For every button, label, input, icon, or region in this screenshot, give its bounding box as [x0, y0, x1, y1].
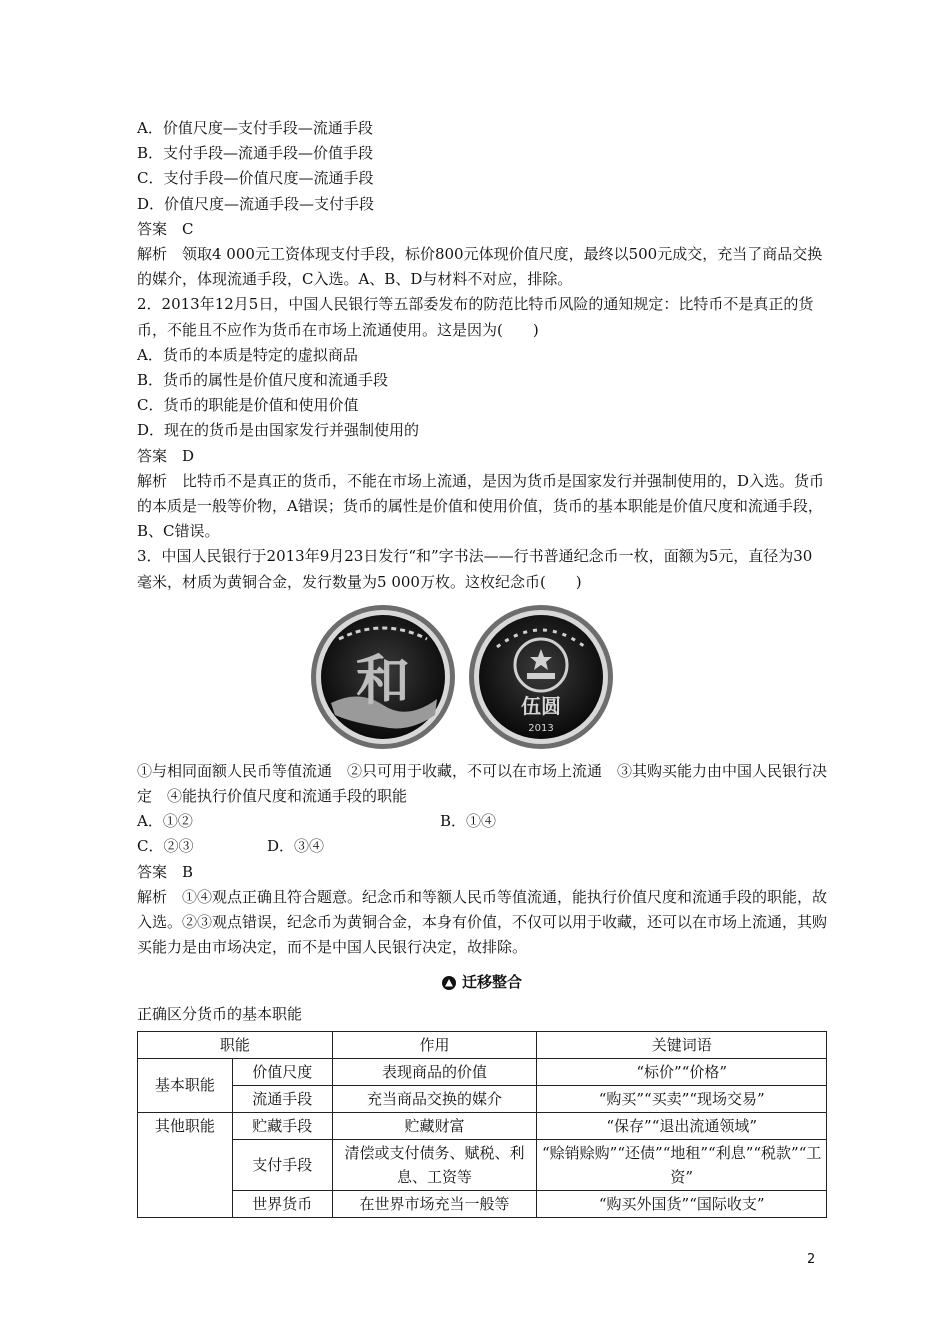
table-header-row	[138, 1031, 827, 1058]
cell-role: 充当商品交换的媒介	[332, 1085, 537, 1112]
coin-front-image	[309, 603, 457, 751]
q3-option-b: B．①④	[440, 812, 497, 831]
triangle-badge-icon	[442, 976, 456, 990]
q2-stem: 2．2013年12月5日，中国人民银行等五部委发布的防范比特币风险的通知规定：比特币不是真正的货币，不能且不应作为货币在市场上流通使用。这是因为( )	[137, 295, 814, 339]
cell-function: 贮藏手段	[232, 1112, 332, 1139]
table-row	[138, 1139, 827, 1190]
q3-answer: 答案 B	[137, 862, 194, 881]
cell-role: 贮藏财富	[332, 1112, 537, 1139]
group-basic: 基本职能	[138, 1058, 233, 1112]
cell-keywords: “购买外国货”“国际收支”	[537, 1190, 827, 1217]
page-number: 2	[807, 1252, 816, 1267]
q3-option-d: D．③④	[267, 837, 325, 856]
group-other: 其他职能	[138, 1112, 233, 1217]
coin-front-character: 和	[356, 647, 410, 712]
q3-option-c: C．②③	[137, 837, 194, 856]
q2-option-a: A．货币的本质是特定的虚拟商品	[137, 345, 358, 364]
q1-answer: 答案 C	[137, 219, 194, 238]
cell-keywords: “购买”“买卖”“现场交易”	[537, 1085, 827, 1112]
q3-statements: ①与相同面额人民币等值流通 ②只可用于收藏，不可以在市场上流通 ③其购买能力由中国人民银行决定 ④能执行价值尺度和流通手段的职能	[137, 761, 828, 806]
section-intro: 正确区分货币的基本职能	[137, 1004, 303, 1023]
section-heading	[137, 970, 827, 995]
q1-analysis: 解析 领取4 000元工资体现支付手段，标价800元体现价值尺度，最终以500元成交，充当了商品交换的媒介，体现流通手段，C入选。A、B、D与材料不对应，排除。	[137, 245, 823, 289]
q3-options-row-1	[137, 809, 827, 834]
section-title: 迁移整合	[461, 973, 522, 992]
q1-option-b: B．支付手段—流通手段—价值手段	[137, 144, 374, 163]
header-keywords: 关键词语	[537, 1031, 827, 1058]
table-row	[138, 1190, 827, 1217]
page-content	[137, 116, 827, 1218]
commemorative-coin-images	[137, 603, 827, 751]
q3-stem: 3．中国人民银行于2013年9月23日发行“和”字书法——行书普通纪念币一枚，面额为5元，直径为30毫米，材质为黄铜合金，发行数量为5 000万枚。这枚纪念币( )	[137, 547, 813, 591]
coin-year: 2013	[528, 722, 554, 734]
q2-analysis: 解析 比特币不是真正的货币，不能在市场上流通，是因为货币是国家发行并强制使用的，D入选。货币的本质是一般等价物，A错误；货币的属性是价值和使用价值，货币的基本职能是价值尺度和流通手段，B、C错误。	[137, 471, 825, 541]
q1-option-d: D．价值尺度—流通手段—支付手段	[137, 194, 375, 213]
q3-options-row-2	[137, 834, 827, 859]
money-functions-table	[137, 1031, 827, 1218]
cell-function: 价值尺度	[232, 1058, 332, 1085]
header-function: 职能	[138, 1031, 333, 1058]
q1-option-a: A．价值尺度—支付手段—流通手段	[137, 119, 373, 137]
q2-option-d: D．现在的货币是由国家发行并强制使用的	[137, 421, 420, 440]
coin-back-image	[467, 603, 615, 751]
table-row	[138, 1058, 827, 1085]
cell-role: 清偿或支付债务、赋税、利息、工资等	[332, 1139, 537, 1190]
cell-keywords: “保存”“退出流通领域”	[537, 1112, 827, 1139]
cell-function: 流通手段	[232, 1085, 332, 1112]
cell-keywords: “标价”“价格”	[537, 1058, 827, 1085]
table-row	[138, 1112, 827, 1139]
q3-analysis: 解析 ①④观点正确且符合题意。纪念币和等额人民币等值流通，能执行价值尺度和流通手段的职能，故入选。②③观点错误，纪念币为黄铜合金，本身有价值，不仅可以用于收藏，还可以在市场上流通，其购买能力是由市场决定，而不是中国人民银行决定，故排除。	[137, 887, 828, 957]
q2-answer: 答案 D	[137, 446, 195, 465]
cell-function: 支付手段	[232, 1139, 332, 1190]
coin-denomination: 伍圆	[521, 693, 561, 718]
q1-option-c: C．支付手段—价值尺度—流通手段	[137, 169, 374, 188]
q3-option-a: A．①②	[137, 812, 193, 831]
table-row	[138, 1085, 827, 1112]
cell-role: 在世界市场充当一般等	[332, 1190, 537, 1217]
header-role: 作用	[332, 1031, 537, 1058]
q2-option-b: B．货币的属性是价值尺度和流通手段	[137, 371, 389, 390]
cell-keywords: “赊销赊购”“还债”“地租”“利息”“税款”“工资”	[537, 1139, 827, 1190]
q2-option-c: C．货币的职能是价值和使用价值	[137, 396, 359, 415]
cell-function: 世界货币	[232, 1190, 332, 1217]
cell-role: 表现商品的价值	[332, 1058, 537, 1085]
